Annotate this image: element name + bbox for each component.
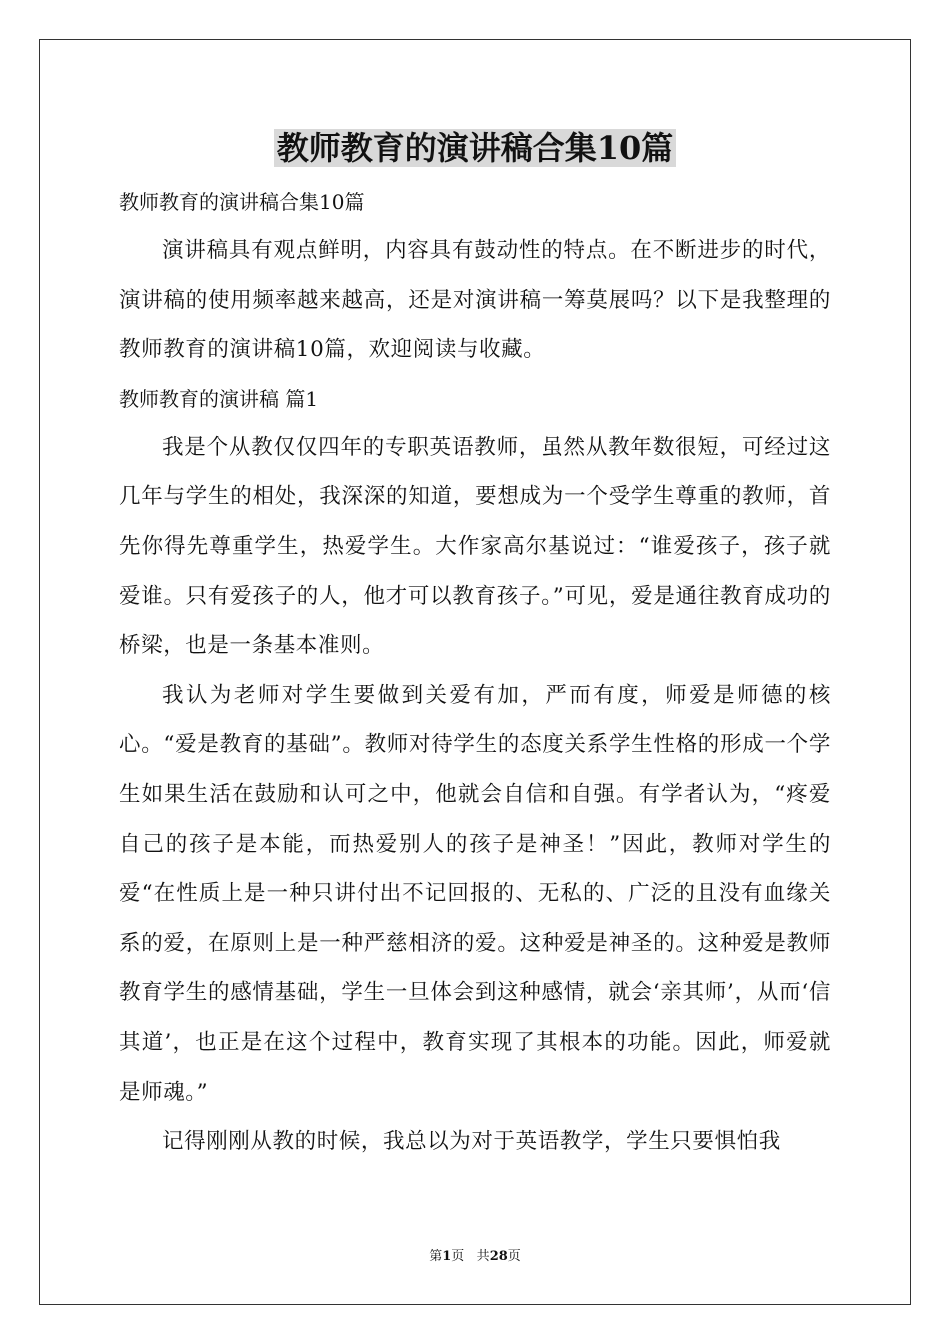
document-title-text: 教师教育的演讲稿合集10篇 [274, 129, 677, 167]
body-paragraph-2: 我认为老师对学生要做到关爱有加，严而有度，师爱是师德的核心。“爱是教育的基础”。教师对待学生的态度关系学生性格的形成一个学生如果生活在鼓励和认可之中，他就会自信和自强。有学者认为，“疼爱自己的孩子是本能，而热爱别人的孩子是神圣！”因此，教师对学生的爱“在性质上是一种只讲付出不记回报的、无私的、广泛的且没有血缘关系的爱，在原则上是一种严慈相济的爱。这种爱是神圣的。这种爱是教师教育学生的感情基础，学生一旦体会到这种感情，就会‘亲其师’，从而‘信其道’，也正是在这个过程中，教育实现了其根本的功能。因此，师爱就是师魂。” [119, 682, 831, 1105]
document-body [119, 178, 831, 1167]
footer-page-number: 1 [442, 1249, 452, 1264]
footer-page-suffix: 页 [451, 1249, 465, 1264]
page-footer [0, 1247, 950, 1267]
footer-total-pages: 28 [489, 1249, 508, 1264]
footer-prefix: 第 [429, 1249, 443, 1264]
body-paragraph-1: 我是个从教仅仅四年的专职英语教师，虽然从教年数很短，可经过这几年与学生的相处，我深深的知道，要想成为一个受学生尊重的教师，首先你得先尊重学生，热爱学生。大作家高尔基说过：“谁爱孩子，孩子就爱谁。只有爱孩子的人，他才可以教育孩子。”可见，爱是通往教育成功的桥梁，也是一条基本准则。 [119, 434, 831, 659]
body-paragraph-3: 记得刚刚从教的时候，我总以为对于英语教学，学生只要惧怕我 [162, 1129, 781, 1155]
intro-paragraph: 演讲稿具有观点鲜明，内容具有鼓动性的特点。在不断进步的时代，演讲稿的使用频率越来越高，还是对演讲稿一筹莫展吗？以下是我整理的教师教育的演讲稿10篇，欢迎阅读与收藏。 [119, 238, 831, 363]
document-title [0, 124, 950, 172]
footer-separator: 共 [464, 1249, 490, 1264]
footer-total-suffix: 页 [507, 1249, 521, 1264]
document-subtitle: 教师教育的演讲稿合集10篇 [119, 190, 365, 214]
section-heading: 教师教育的演讲稿 篇1 [119, 386, 319, 411]
